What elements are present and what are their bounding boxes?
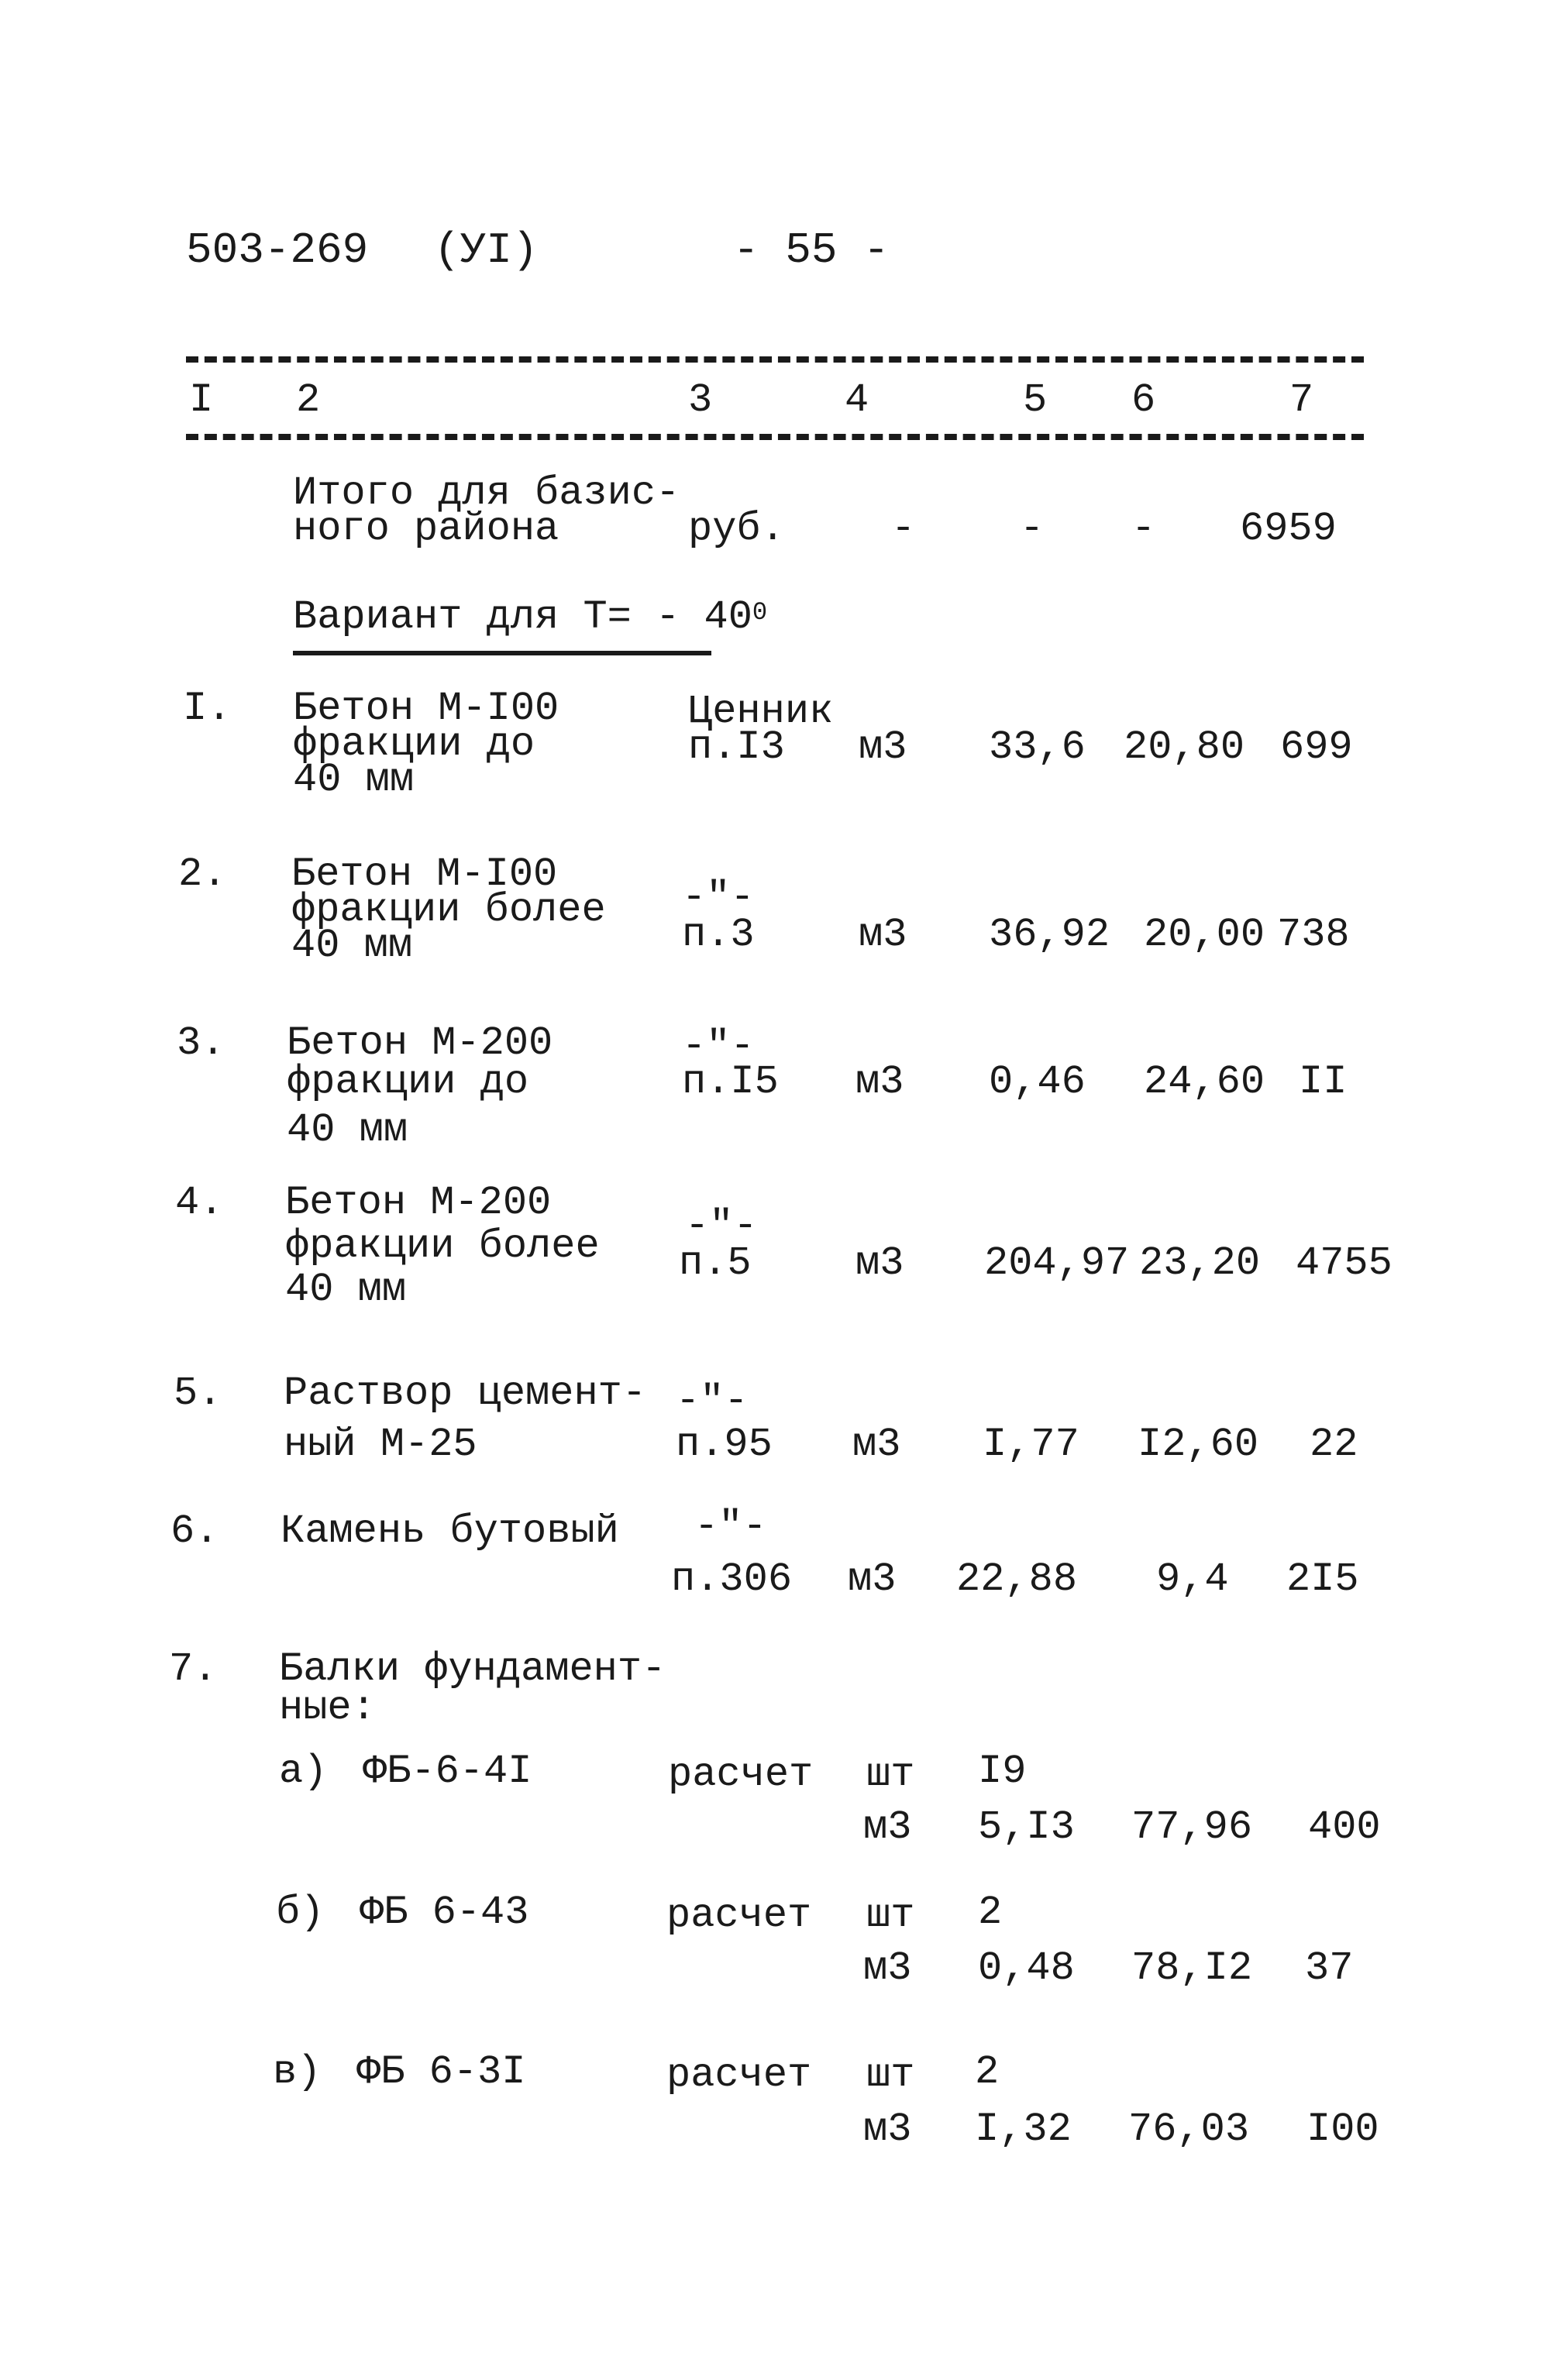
total-col6: - (1131, 506, 1156, 552)
row-2-name-2: фракции более (291, 887, 606, 933)
row-5-total: 22 (1310, 1422, 1358, 1467)
col-header-4: 4 (845, 377, 869, 423)
row-5-qty: I,77 (983, 1422, 1079, 1467)
document-code: 503-269 (186, 225, 369, 275)
row-3-name-3: 40 мм (287, 1107, 408, 1153)
row-1-total: 699 (1280, 724, 1353, 770)
variant-text: Вариант для Т= - 40 (293, 594, 752, 640)
row-3-ref-1: -"- (682, 1023, 755, 1069)
row-4-name-1: Бетон М-200 (285, 1180, 552, 1226)
row-7-name-2: ные: (279, 1685, 376, 1731)
row-4-ref-2: п.5 (679, 1240, 752, 1286)
variant-degree: 0 (752, 598, 768, 627)
row-5-ref-2: п.95 (676, 1422, 773, 1467)
row-1-name-3: 40 мм (293, 757, 415, 803)
subrow-c-qty2: I,32 (975, 2107, 1072, 2152)
row-7-number: 7. (169, 1646, 218, 1692)
subrow-a-total: 400 (1308, 1804, 1381, 1850)
row-3-unit: м3 (855, 1059, 904, 1105)
row-1-name-2: фракции до (293, 721, 535, 767)
subrow-b-unit1: шт (866, 1893, 915, 1938)
row-6-unit: м3 (848, 1556, 897, 1602)
table-header-dashed-rule (186, 434, 1364, 440)
row-6-number: 6. (170, 1508, 219, 1554)
subrow-c-unit1: шт (866, 2052, 915, 2098)
total-col5: - (1020, 506, 1045, 552)
row-2-number: 2. (178, 851, 227, 897)
row-2-total: 738 (1277, 912, 1350, 958)
section-label: (УI) (434, 225, 539, 275)
subrow-c-unit2: м3 (863, 2107, 912, 2152)
row-6-total: 2I5 (1286, 1556, 1359, 1602)
total-col7: 6959 (1240, 506, 1337, 552)
row-1-price: 20,80 (1124, 724, 1245, 770)
col-header-5: 5 (1023, 377, 1048, 423)
subrow-a-name: ФБ-6-4I (363, 1749, 532, 1794)
row-3-ref-2: п.I5 (682, 1059, 779, 1105)
row-6-qty: 22,88 (956, 1556, 1078, 1602)
row-4-ref-1: -"- (685, 1203, 758, 1249)
col-header-1: I (189, 377, 214, 423)
subrow-b-qty1: 2 (978, 1890, 1003, 1935)
row-5-ref-1: -"- (676, 1378, 749, 1424)
total-col4: - (891, 506, 916, 552)
subrow-b-price: 78,I2 (1131, 1945, 1253, 1991)
variant-heading (293, 595, 767, 640)
subrow-a-unit1: шт (866, 1752, 915, 1797)
subrow-b-name: ФБ 6-43 (360, 1890, 529, 1935)
subrow-c-price: 76,03 (1128, 2107, 1250, 2152)
row-2-ref-1: -"- (682, 875, 755, 920)
row-5-number: 5. (174, 1371, 222, 1416)
subrow-b-total: 37 (1305, 1945, 1354, 1991)
row-6-ref-2: п.306 (671, 1556, 793, 1602)
row-2-qty: 36,92 (989, 912, 1110, 958)
subrow-b-label: б) (276, 1890, 325, 1935)
row-4-total: 4755 (1296, 1240, 1392, 1286)
subrow-b-unit2: м3 (863, 1945, 912, 1991)
row-7-name-1: Балки фундамент- (279, 1646, 666, 1692)
row-5-price: I2,60 (1138, 1422, 1259, 1467)
table-top-dashed-rule (186, 356, 1364, 363)
row-6-price: 9,4 (1156, 1556, 1229, 1602)
subrow-b-qty2: 0,48 (978, 1945, 1075, 1991)
row-3-number: 3. (177, 1020, 225, 1066)
row-4-price: 23,20 (1139, 1240, 1261, 1286)
row-3-price: 24,60 (1144, 1059, 1265, 1105)
subrow-a-qty1: I9 (978, 1749, 1027, 1794)
row-2-unit: м3 (859, 912, 907, 958)
subrow-a-qty2: 5,I3 (978, 1804, 1075, 1850)
row-6-name-1: Камень бутовый (281, 1508, 619, 1554)
col-header-3: 3 (688, 377, 713, 423)
row-4-unit: м3 (855, 1240, 904, 1286)
row-4-number: 4. (175, 1180, 224, 1226)
subrow-c-total: I00 (1306, 2107, 1379, 2152)
row-1-ref-1: Ценник (688, 689, 834, 734)
row-3-qty: 0,46 (989, 1059, 1086, 1105)
subrow-c-name: ФБ 6-3I (356, 2049, 526, 2095)
variant-underline (293, 651, 711, 655)
row-3-name-2: фракции до (287, 1059, 529, 1105)
row-3-total: II (1299, 1059, 1348, 1105)
row-1-unit: м3 (859, 724, 907, 770)
col-header-6: 6 (1131, 377, 1156, 423)
row-2-name-3: 40 мм (291, 923, 413, 968)
row-4-name-2: фракции более (285, 1223, 600, 1269)
row-3-name-1: Бетон М-200 (287, 1020, 553, 1066)
row-5-name-1: Раствор цемент- (284, 1371, 647, 1416)
row-2-price: 20,00 (1144, 912, 1265, 958)
subrow-a-unit2: м3 (863, 1804, 912, 1850)
col-header-2: 2 (296, 377, 321, 423)
page-number: - 55 - (733, 225, 890, 275)
row-1-number: I. (183, 686, 232, 731)
row-4-qty: 204,97 (984, 1240, 1130, 1286)
subrow-b-ref: расчет (666, 1893, 812, 1938)
row-1-name-1: Бетон М-I00 (293, 686, 559, 731)
subrow-c-ref: расчет (666, 2052, 812, 2098)
subrow-a-label: а) (279, 1749, 328, 1794)
row-2-ref-2: п.3 (682, 912, 755, 958)
row-6-ref-1: -"- (694, 1504, 767, 1549)
col-header-7: 7 (1289, 377, 1314, 423)
row-5-unit: м3 (852, 1422, 901, 1467)
total-label-line1: Итого для базис- (293, 470, 680, 516)
total-unit: руб. (688, 506, 785, 552)
subrow-a-ref: расчет (668, 1752, 814, 1797)
subrow-c-label: в) (273, 2049, 322, 2095)
total-label-line2: ного района (293, 506, 559, 552)
row-4-name-3: 40 мм (285, 1267, 407, 1312)
row-5-name-2: ный М-25 (284, 1422, 477, 1467)
row-1-ref-2: п.I3 (688, 724, 785, 770)
row-1-qty: 33,6 (989, 724, 1086, 770)
subrow-a-price: 77,96 (1131, 1804, 1253, 1850)
subrow-c-qty1: 2 (975, 2049, 1000, 2095)
row-2-name-1: Бетон М-I00 (291, 851, 558, 897)
